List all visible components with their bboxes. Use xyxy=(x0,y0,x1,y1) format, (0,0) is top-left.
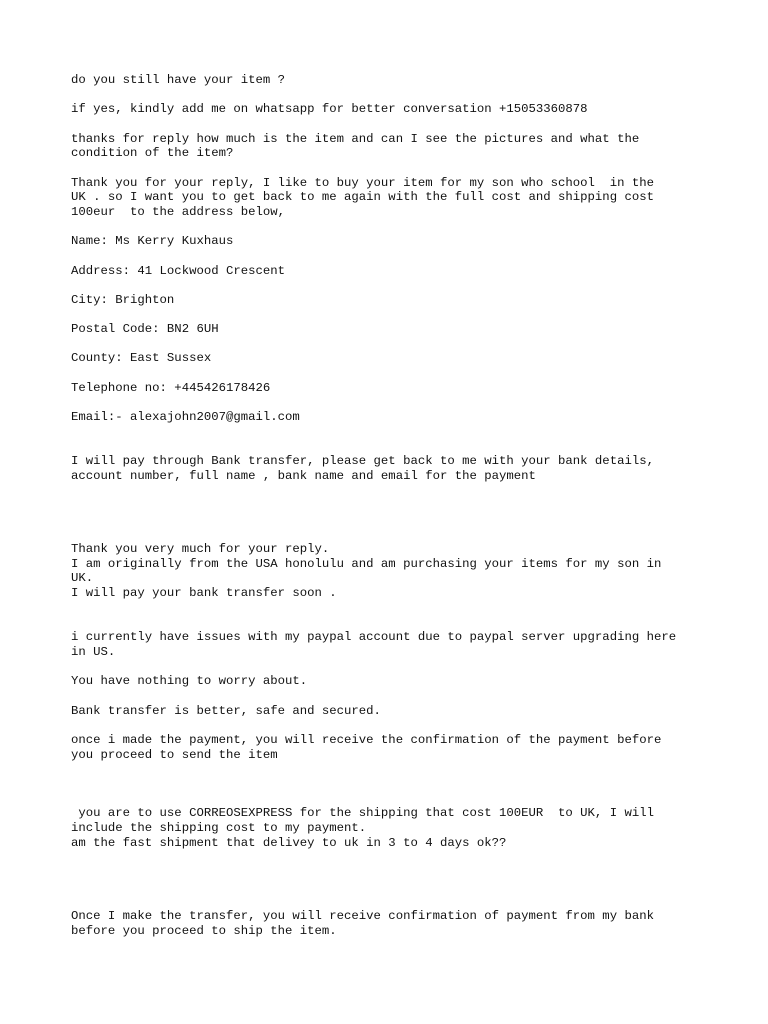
text-line: Bank transfer is better, safe and secured. xyxy=(71,704,381,718)
text-line: I will pay through Bank transfer, please get back to me with your bank details, xyxy=(71,454,654,468)
text-line: once i made the payment, you will receive the confirmation of the payment before xyxy=(71,733,662,747)
text-line: account number, full name , bank name and email for the payment xyxy=(71,469,536,483)
text-line: am the fast shipment that delivey to uk in 3 to 4 days ok?? xyxy=(71,836,507,850)
text-line: I will pay your bank transfer soon . xyxy=(71,586,337,600)
text-line: if yes, kindly add me on whatsapp for better conversation +15053360878 xyxy=(71,102,588,116)
text-line: Postal Code: BN2 6UH xyxy=(71,322,219,336)
text-line: do you still have your item ? xyxy=(71,73,286,87)
text-line: Thank you very much for your reply. xyxy=(71,542,330,556)
text-line: you proceed to send the item xyxy=(71,748,278,762)
text-line: UK . so I want you to get back to me again with the full cost and shipping cost xyxy=(71,190,654,204)
text-line: County: East Sussex xyxy=(71,351,212,365)
text-line: condition of the item? xyxy=(71,146,234,160)
text-line: thanks for reply how much is the item and can I see the pictures and what the xyxy=(71,132,640,146)
text-line: Email:- alexajohn2007@gmail.com xyxy=(71,410,300,424)
text-line: before you proceed to ship the item. xyxy=(71,924,337,938)
text-line: you are to use CORREOSEXPRESS for the shipping that cost 100EUR to UK, I will xyxy=(71,806,654,820)
text-line: Once I make the transfer, you will receive confirmation of payment from my bank xyxy=(71,909,654,923)
text-line: Name: Ms Kerry Kuxhaus xyxy=(71,234,234,248)
text-line: Address: 41 Lockwood Crescent xyxy=(71,264,286,278)
text-line: City: Brighton xyxy=(71,293,175,307)
text-line: in US. xyxy=(71,645,116,659)
text-line: include the shipping cost to my payment. xyxy=(71,821,367,835)
text-line: You have nothing to worry about. xyxy=(71,674,308,688)
text-line: i currently have issues with my paypal account due to paypal server upgrading here xyxy=(71,630,677,644)
text-line: 100eur to the address below, xyxy=(71,205,286,219)
text-line: Telephone no: +445426178426 xyxy=(71,381,271,395)
text-line: Thank you for your reply, I like to buy your item for my son who school in the xyxy=(71,176,654,190)
text-line: UK. xyxy=(71,571,94,585)
text-line: I am originally from the USA honolulu and am purchasing your items for my son in xyxy=(71,557,662,571)
